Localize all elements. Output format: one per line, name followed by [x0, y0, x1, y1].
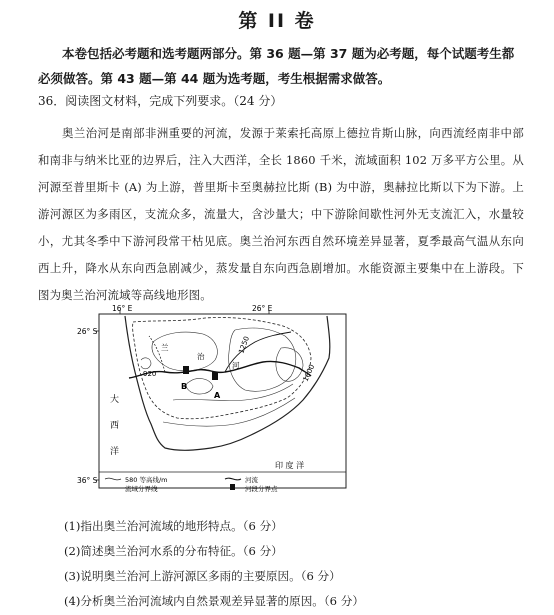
point-label-b: B — [181, 382, 188, 391]
exam-instructions: 本卷包括必考题和选考题两部分。第 36 题—第 37 题为必考题，每个试题考生都必须做答。第 43 题—第 44 题为选考题，考生根据需求做答。 — [38, 46, 515, 86]
lat-label-36: 36° S — [77, 476, 98, 485]
ocean-atlantic-char: 西 — [110, 421, 120, 431]
legend-contour-symbol — [105, 478, 121, 480]
legend-contour: 580 等高线/m — [125, 476, 168, 484]
map-frame — [99, 314, 346, 488]
question-passage: 奥兰治河是南部非洲重要的河流，发源于莱索托高原上德拉肯斯山脉，向西流经南非中部和南非与纳米比亚的边界后，注入大西洋，全长 1860 千米，流域面积 102 万多平方公里。从河源至普里斯卡 (A) 为上游，普里斯卡至奥赫拉比斯 (B) 为中游，奥赫拉比斯以下为下游。上游河源区为多雨区，支流众多，流量大，含沙量大；中下游除间歇性河外无支流汇入，水量较小，尤其冬季中下游河段常干枯见底。奥兰治河东西自然环境差异显著，夏季最高气温从东向西上升，降水从东向西急剧减少，蒸发量自东向西急剧增加。水能资源主要集中在上游段。下图为奥兰治河流域等高线地形图。 — [38, 126, 524, 302]
contour-line — [229, 328, 296, 391]
contour-line — [141, 358, 151, 369]
legend-segment-point: 河段分界点 — [245, 485, 278, 493]
contour-value-1250: 1250 — [237, 335, 251, 355]
contour-value-920: 920 — [143, 370, 157, 378]
ocean-indian: 印 度 洋 — [275, 461, 305, 470]
point-label-a: A — [214, 391, 221, 400]
section-title: 第 II 卷 — [238, 10, 316, 32]
sub-question-2: (2)简述奥兰治河水系的分布特征。（6 分） — [64, 544, 283, 558]
coastline — [125, 316, 330, 450]
ocean-atlantic-char: 洋 — [110, 447, 120, 457]
lon-label-16: 16° E — [112, 304, 133, 313]
legend-point-symbol — [230, 484, 235, 490]
segment-point-a — [212, 372, 218, 380]
orange-river-contour-map — [77, 302, 355, 502]
tributary-river — [149, 336, 165, 372]
sub-question-3: (3)说明奥兰治河上游河源区多雨的主要原因。（6 分） — [64, 569, 341, 583]
legend-river-symbol — [225, 478, 241, 480]
river-label-char: 兰 — [161, 343, 169, 352]
legend-basin-boundary: 流域分界线 — [125, 485, 158, 493]
sub-question-1: (1)指出奥兰治河流域的地形特点。（6 分） — [64, 519, 283, 533]
map-legend — [105, 475, 278, 493]
lon-label-26: 26° E — [252, 304, 273, 313]
question-header: 36．阅读图文材料，完成下列要求。（24 分） — [38, 94, 283, 108]
contour-line — [186, 379, 213, 394]
segment-point-b — [183, 366, 189, 374]
basin-boundary — [133, 317, 311, 418]
ocean-atlantic-char: 大 — [110, 395, 120, 405]
river-label-char: 治 — [197, 352, 205, 361]
contour-value-1600: 1600 — [301, 363, 317, 383]
sub-question-4: (4)分析奥兰治河流域内自然景观差异显著的原因。（6 分） — [64, 594, 364, 608]
legend-river: 河流 — [245, 476, 258, 484]
river-label-char: 河 — [232, 361, 240, 370]
lat-label-26: 26° S — [77, 327, 98, 336]
